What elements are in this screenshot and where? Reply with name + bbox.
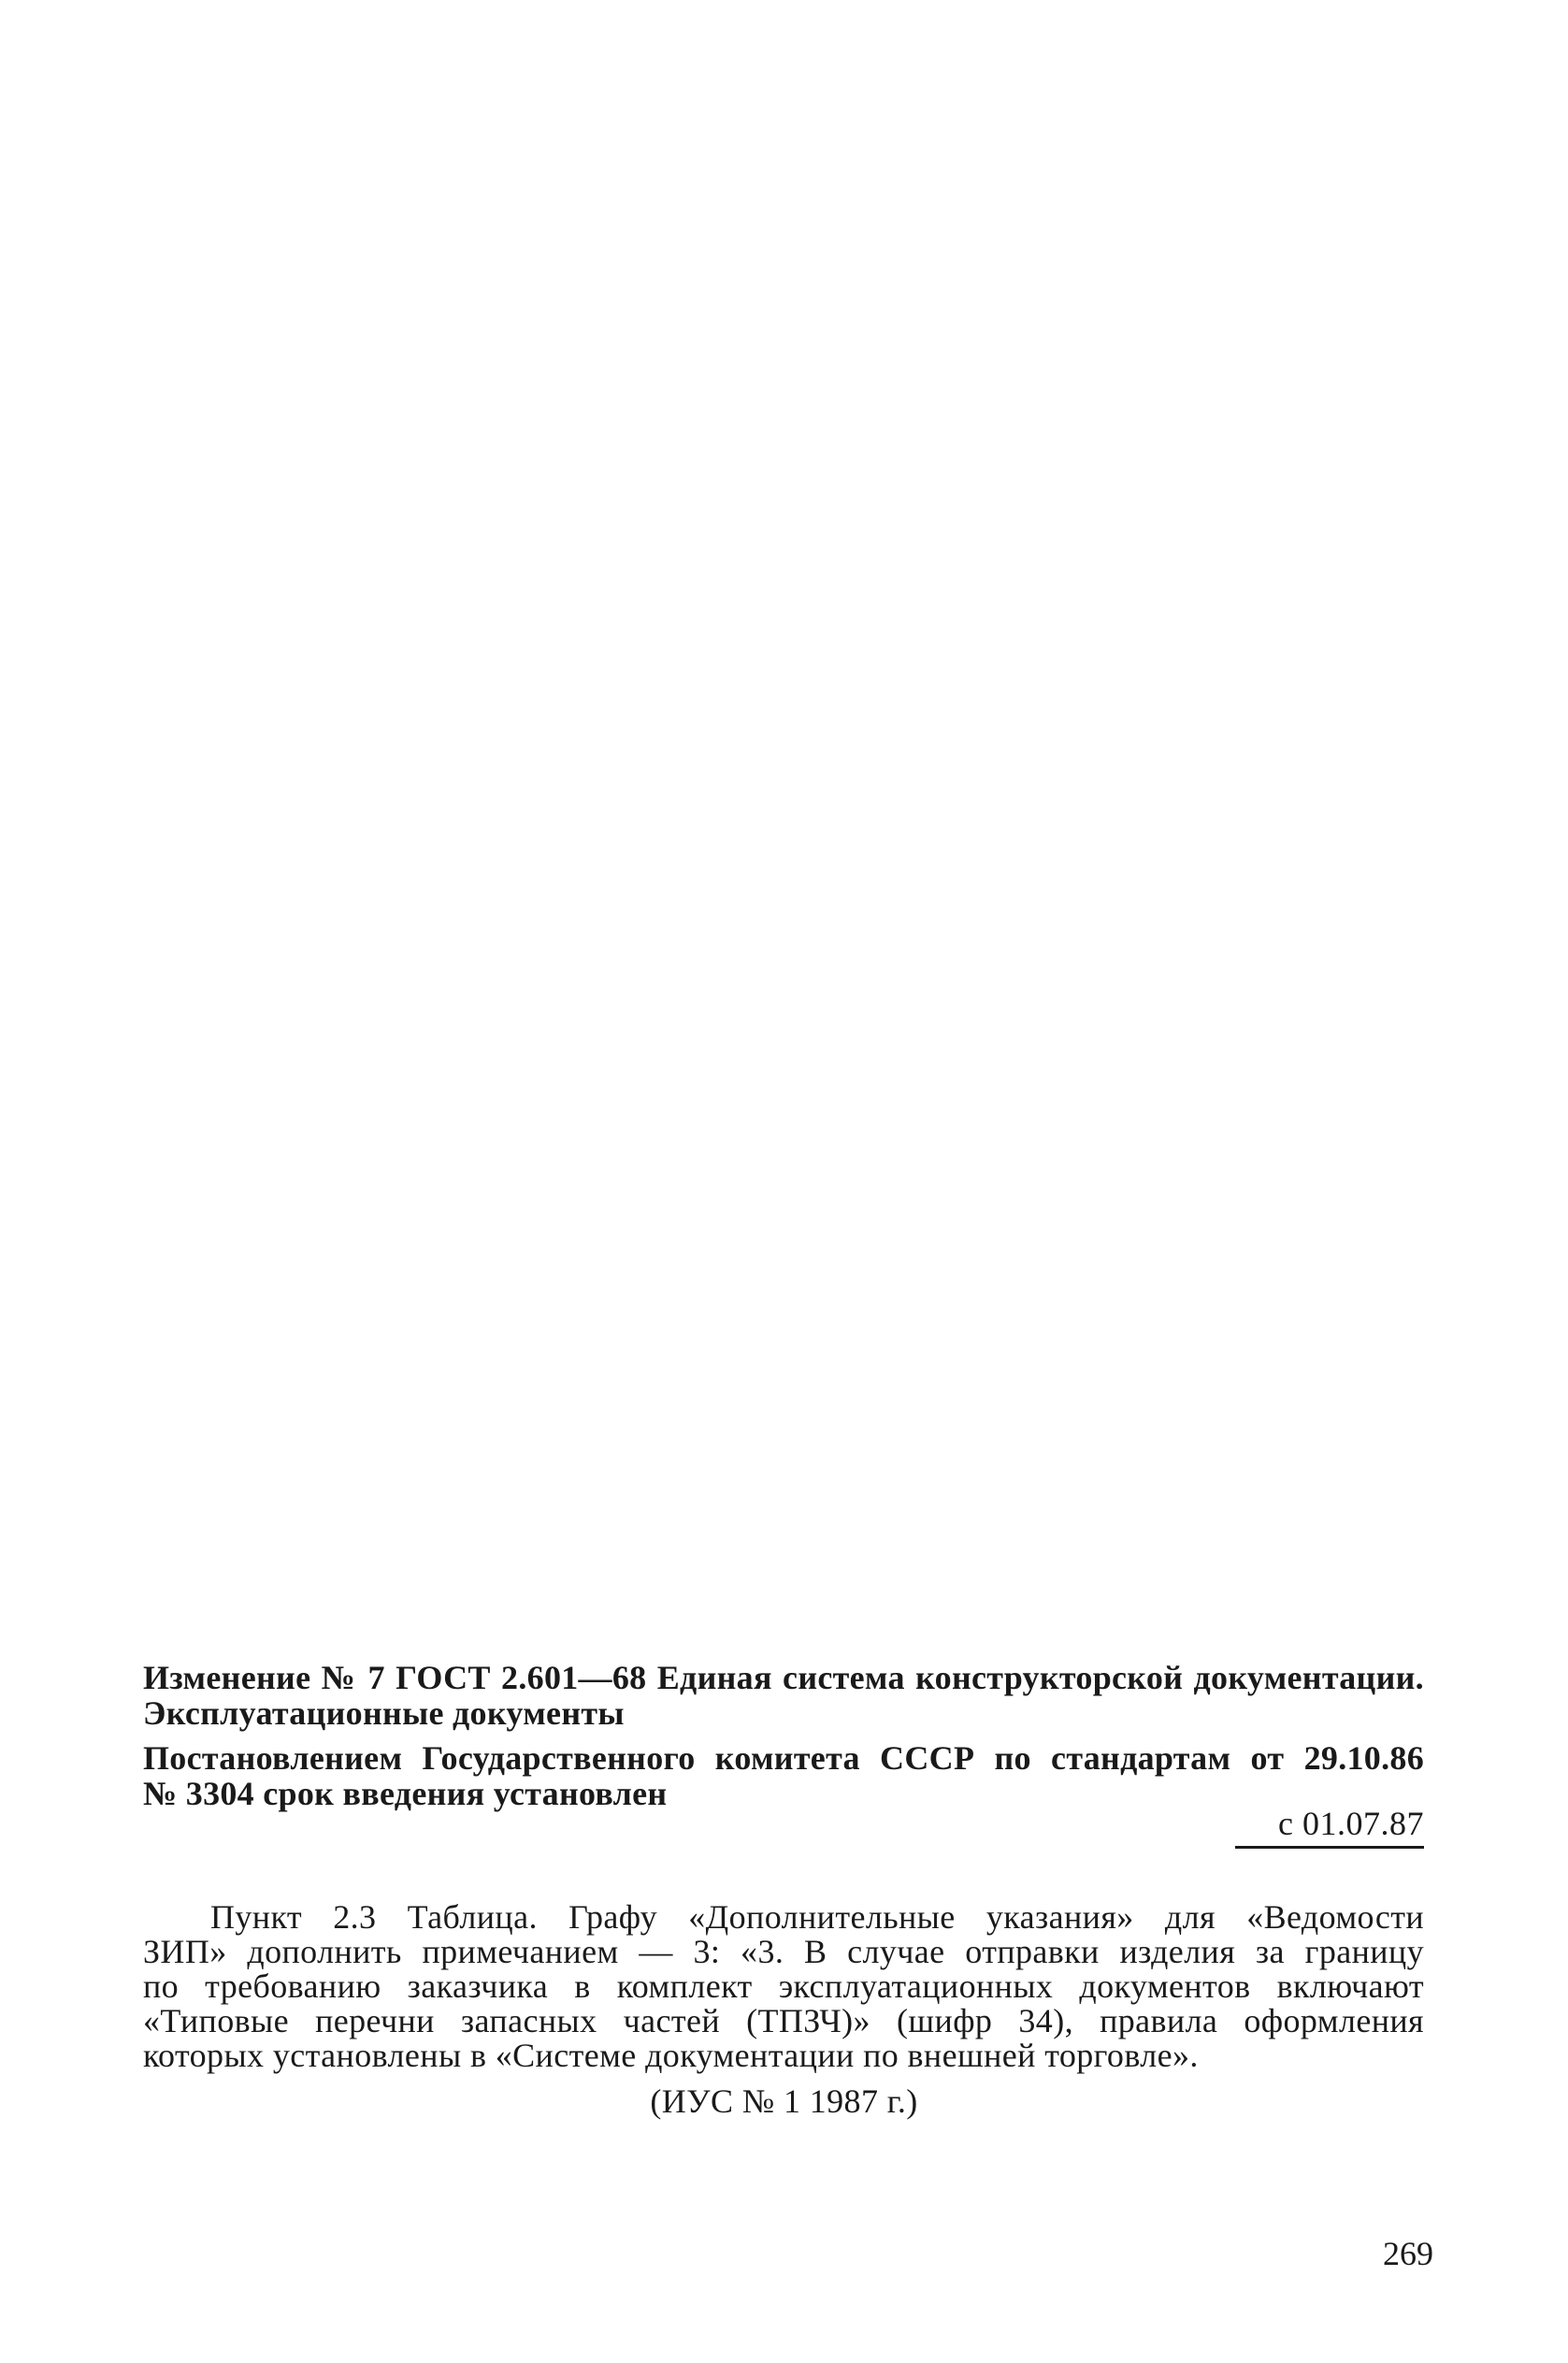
body-line-4: «Типовые перечни запасных частей (ТПЗЧ)» (шифр 34), правила оформления: [143, 2002, 1424, 2039]
body-line-5: которых установлены в «Системе документации по внешней торговле».: [143, 2037, 1199, 2074]
page-number: 269: [1383, 2235, 1433, 2272]
body-line-2: ЗИП» дополнить примечанием — 3: «3. В случае отправки изделия за границу: [143, 1933, 1424, 1970]
decree-text: [143, 1740, 1424, 1811]
body-line-1: Пункт 2.3 Таблица. Графу «Дополнительные указания» для «Ведомости: [210, 1898, 1424, 1936]
amendment-title-line-2: Эксплуатационные документы: [143, 1694, 625, 1732]
effective-date: с 01.07.87: [1235, 1805, 1424, 1849]
amendment-title: [143, 1660, 1424, 1731]
body-line-3: по требованию заказчика в комплект эксплуатационных документов включают: [143, 1967, 1424, 2005]
decree-line-1: Постановлением Государственного комитета СССР по стандартам от 29.10.86: [143, 1739, 1424, 1777]
source-reference: (ИУС № 1 1987 г.): [650, 2082, 918, 2120]
amendment-body: [143, 1900, 1424, 2073]
decree-line-2: № 3304 срок введения установлен: [143, 1775, 668, 1812]
amendment-title-line-1: Изменение № 7 ГОСТ 2.601—68 Единая система конструкторской документации.: [143, 1659, 1424, 1696]
